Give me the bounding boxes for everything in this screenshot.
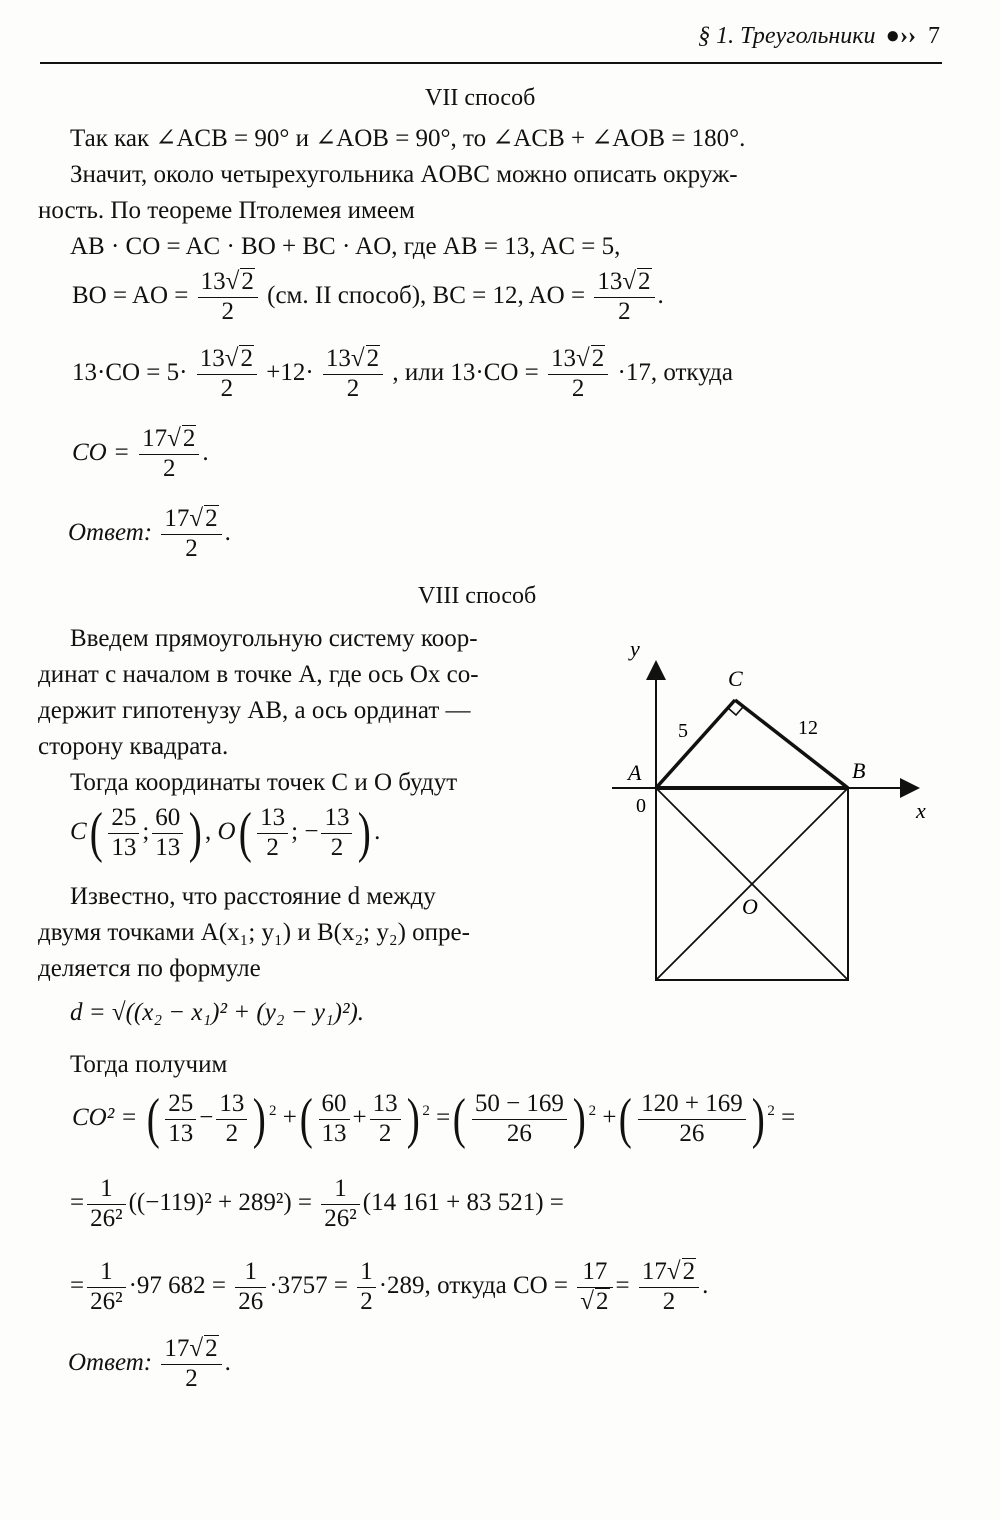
frac-num: 1 xyxy=(235,1258,266,1288)
frac-num: 1 xyxy=(87,1175,126,1205)
eq1-f1 xyxy=(165,1090,196,1149)
eq2-mid: ((−119)² + 289²) = xyxy=(128,1188,313,1216)
frac-num: 1 xyxy=(321,1175,360,1205)
frac-num: 60 xyxy=(152,804,183,834)
running-header xyxy=(698,22,940,51)
frac-den: 2 xyxy=(618,297,631,325)
then-text: Тогда получим xyxy=(70,1051,228,1078)
m8-p3-l2: двумя точками A(x₁; y₁) и B(x₂; y₂) опре- xyxy=(38,919,470,946)
frac-13r2-e: $\frac{13√2}{2}$ xyxy=(548,345,608,404)
frac-13r2-b: $\frac{13√2}{2}$ xyxy=(594,268,654,327)
eq3: = $\frac{1}{\text{26²}}$ ·97 682 = $\frac{1}{26}$ ·3757 = $\frac{1}{2}$ ·289, откуда CO = $\frac{17}{√2}$ = $\frac{17√2}{2}$ . xyxy=(70,1258,709,1315)
frac-num: 17 xyxy=(142,425,168,452)
eq2: = $\frac{1}{\text{26²}}$ ((−119)² + 289²) = $\frac{1}{\text{26²}}$ (14 161 + 83 521) = xyxy=(70,1175,564,1232)
m8-coords: C( $\frac{25}{13}$ ; $\frac{60}{13}$ ) , O( $\frac{13}{2}$ ; − $\frac{13}{2}$ ) . xyxy=(70,802,381,865)
eq1-lhs: CO² = xyxy=(72,1103,138,1131)
eq3-f4: $\frac{17}{√2}$ xyxy=(577,1258,612,1317)
m7-line4: AB · CO = AC · BO + BC · AO, где AB = 13, AC = 5, xyxy=(70,233,621,260)
frac-den: 2 xyxy=(330,833,344,861)
m7-answer xyxy=(68,505,231,564)
label-x: x xyxy=(916,798,926,823)
frac-num: 13 xyxy=(370,1090,401,1120)
frac-den: 2 xyxy=(185,1364,198,1392)
frac-den: 2 xyxy=(346,374,360,402)
frac-den: 2 xyxy=(225,1119,239,1147)
m8-p1-l3: держит гипотенузу AB, а ось ординат — xyxy=(38,697,471,724)
eq3-mul3: ·289, xyxy=(378,1271,431,1299)
frac-num: 120 + 169 xyxy=(638,1090,746,1120)
eq1-f6 xyxy=(638,1090,746,1149)
frac-num: 1 xyxy=(357,1258,376,1288)
header-ornament: ●›› xyxy=(885,23,916,49)
page-number: 7 xyxy=(928,23,940,49)
frac-13r2-a: $\frac{13√2}{2}$ xyxy=(198,268,258,327)
sqrt-arg: 2 xyxy=(682,1258,696,1285)
side-bc xyxy=(735,700,848,788)
frac-num: 25 xyxy=(108,804,139,834)
coord-c-label: C xyxy=(70,817,87,845)
m8-p2-l1: Тогда координаты точек C и O будут xyxy=(70,769,458,796)
frac-num: 1 xyxy=(87,1258,126,1288)
m7-line5-lhs: BO = AO = xyxy=(72,281,189,309)
frac-num: 13 xyxy=(199,345,225,372)
m7-line1: Так как ∠ACB = 90° и ∠AOB = 90°, то ∠ACB + ∠AOB = 180°. xyxy=(70,125,746,152)
answer-label: Ответ: xyxy=(68,518,153,546)
frac-den: 13 xyxy=(155,833,181,861)
label-o: O xyxy=(742,894,758,919)
frac-17r2-b: $\frac{17√2}{2}$ xyxy=(161,505,221,564)
eq2-tail: (14 161 + 83 521) = xyxy=(362,1188,564,1216)
frac-den: 2 xyxy=(220,374,234,402)
label-ac-length: 5 xyxy=(678,720,688,742)
frac-num: 13 xyxy=(216,1090,247,1120)
coord-o-label: O xyxy=(217,817,236,845)
eq3-f5: $\frac{17√2}{2}$ xyxy=(639,1258,699,1317)
frac-num: 13 xyxy=(257,804,288,834)
frac-den: 13 xyxy=(321,1119,347,1147)
frac-den: 26 xyxy=(679,1119,705,1147)
frac-den: 2 xyxy=(662,1287,676,1315)
frac-num: 17 xyxy=(577,1258,612,1288)
frac-num: 13 xyxy=(597,268,623,295)
frac-den: 2 xyxy=(221,297,235,325)
eq3-f1 xyxy=(87,1258,126,1317)
eq3-f2 xyxy=(235,1258,266,1317)
method8-heading: VIII способ xyxy=(418,583,537,609)
period: . xyxy=(224,1348,231,1376)
frac-cy xyxy=(152,804,183,863)
m7-line7-lhs: CO = xyxy=(72,438,130,466)
period: . xyxy=(702,1271,709,1299)
eq3-mul1: ·97 682 = xyxy=(128,1271,227,1299)
frac-num: 60 xyxy=(319,1090,350,1120)
frac-ox xyxy=(257,804,288,863)
sqrt-arg: 2 xyxy=(205,1335,218,1362)
eq3-mul2: ·3757 = xyxy=(269,1271,348,1299)
m7-line3: ность. По теореме Птолемея имеем xyxy=(38,197,415,224)
eq1-f5 xyxy=(472,1090,567,1149)
header-rule xyxy=(40,62,942,64)
eq3-otkuda: откуда CO = xyxy=(437,1271,569,1299)
period: . xyxy=(657,281,664,309)
frac-den: 26² xyxy=(90,1287,123,1315)
frac-num: 13 xyxy=(200,268,226,295)
frac-den: 2 xyxy=(360,1287,373,1315)
m7-line5 xyxy=(72,268,664,327)
label-origin: 0 xyxy=(636,795,646,817)
sqrt-arg: 2 xyxy=(591,345,605,372)
answer-label: Ответ: xyxy=(68,1348,153,1376)
m7-line6-or: , или 13·CO = xyxy=(392,358,539,386)
coordinate-figure xyxy=(600,630,960,990)
sqrt-arg: 2 xyxy=(638,268,651,295)
frac-17r2-c: $\frac{17√2}{2}$ xyxy=(161,1335,221,1394)
m7-line6-tail: ·17, откуда xyxy=(617,358,733,386)
frac-num: 50 − 169 xyxy=(472,1090,567,1120)
sqrt-arg: 2 xyxy=(205,505,218,532)
frac-den: 2 xyxy=(266,833,279,861)
sqrt-arg: 2 xyxy=(596,1287,609,1315)
label-a: A xyxy=(628,760,642,785)
m7-line6 xyxy=(72,345,733,404)
method7-heading: VII способ xyxy=(425,85,536,111)
frac-num: 13 xyxy=(551,345,577,372)
m7-line6-plus: +12· xyxy=(266,358,314,386)
frac-den: 13 xyxy=(111,833,137,861)
m8-answer xyxy=(68,1335,231,1394)
frac-den: 2 xyxy=(162,454,176,482)
frac-den: 2 xyxy=(571,374,585,402)
side-ac xyxy=(656,700,735,788)
m8-p3-l1: Известно, что расстояние d между xyxy=(70,883,436,910)
frac-den: 2 xyxy=(378,1119,392,1147)
frac-17r2-a: $\frac{17√2}{2}$ xyxy=(139,425,199,484)
eq1-f2 xyxy=(216,1090,247,1149)
label-c: C xyxy=(728,666,743,691)
label-b: B xyxy=(852,758,866,783)
eq1-f3 xyxy=(319,1090,350,1149)
m7-line6-lhs: 13·CO = 5· xyxy=(72,358,188,386)
right-angle-mark xyxy=(728,707,743,715)
eq1-f4 xyxy=(370,1090,401,1149)
frac-cx xyxy=(108,804,139,863)
period: . xyxy=(202,438,209,466)
frac-den: 26 xyxy=(506,1119,532,1147)
sqrt-arg: 2 xyxy=(182,425,196,452)
label-bc-length: 12 xyxy=(798,717,818,739)
m8-p1-l2: динат с началом в точке A, где ось Ox со- xyxy=(38,661,479,688)
distance-formula: d = √((x₂ − x₁)² + (y₂ − y₁)²). xyxy=(70,999,365,1026)
frac-den: 13 xyxy=(168,1119,194,1147)
sqrt-arg: 2 xyxy=(241,268,254,295)
frac-13r2-c: $\frac{13√2}{2}$ xyxy=(197,345,257,404)
frac-13r2-d: $\frac{13√2}{2}$ xyxy=(323,345,383,404)
frac-num: 17 xyxy=(164,505,190,532)
header-title: § 1. Треугольники xyxy=(698,23,876,49)
label-y: y xyxy=(630,636,640,661)
m7-line7 xyxy=(72,425,209,484)
sqrt-arg: 2 xyxy=(366,345,380,372)
frac-den: 2 xyxy=(185,534,198,562)
eq3-f3 xyxy=(357,1258,376,1317)
m8-p3-l3: деляется по формуле xyxy=(38,955,261,982)
frac-num: 17 xyxy=(164,1335,190,1362)
frac-num: 17 xyxy=(641,1258,667,1285)
m7-line5-mid: (см. II способ), BC = 12, AO = xyxy=(267,281,586,309)
eq2-f1 xyxy=(87,1175,126,1234)
period: . xyxy=(224,518,231,546)
frac-num: 25 xyxy=(165,1090,196,1120)
frac-den: 26 xyxy=(238,1287,264,1315)
sqrt-arg: 2 xyxy=(240,345,253,372)
eq1: CO² = ( $\frac{25}{13}$ − $\frac{13}{2}$ ) $^2$ +( $\frac{60}{13}$ + $\frac{13}{2}$ ) $^2$ =( $\frac{50 - 169}{26}$ ) $^2$ +( $\frac{120 + 169}{26}$ ) $^2$ = xyxy=(72,1088,796,1151)
frac-oy xyxy=(321,804,352,863)
m8-p1-l1: Введем прямоугольную систему коор- xyxy=(70,625,478,652)
frac-den: 26² xyxy=(90,1204,123,1232)
frac-den: 26² xyxy=(324,1204,357,1232)
m7-line2: Значит, около четырехугольника AOBC можно описать окруж- xyxy=(70,161,738,188)
eq2-f2 xyxy=(321,1175,360,1234)
frac-num: 13 xyxy=(321,804,352,834)
frac-num: 13 xyxy=(325,345,351,372)
m8-p1-l4: сторону квадрата. xyxy=(38,733,229,760)
